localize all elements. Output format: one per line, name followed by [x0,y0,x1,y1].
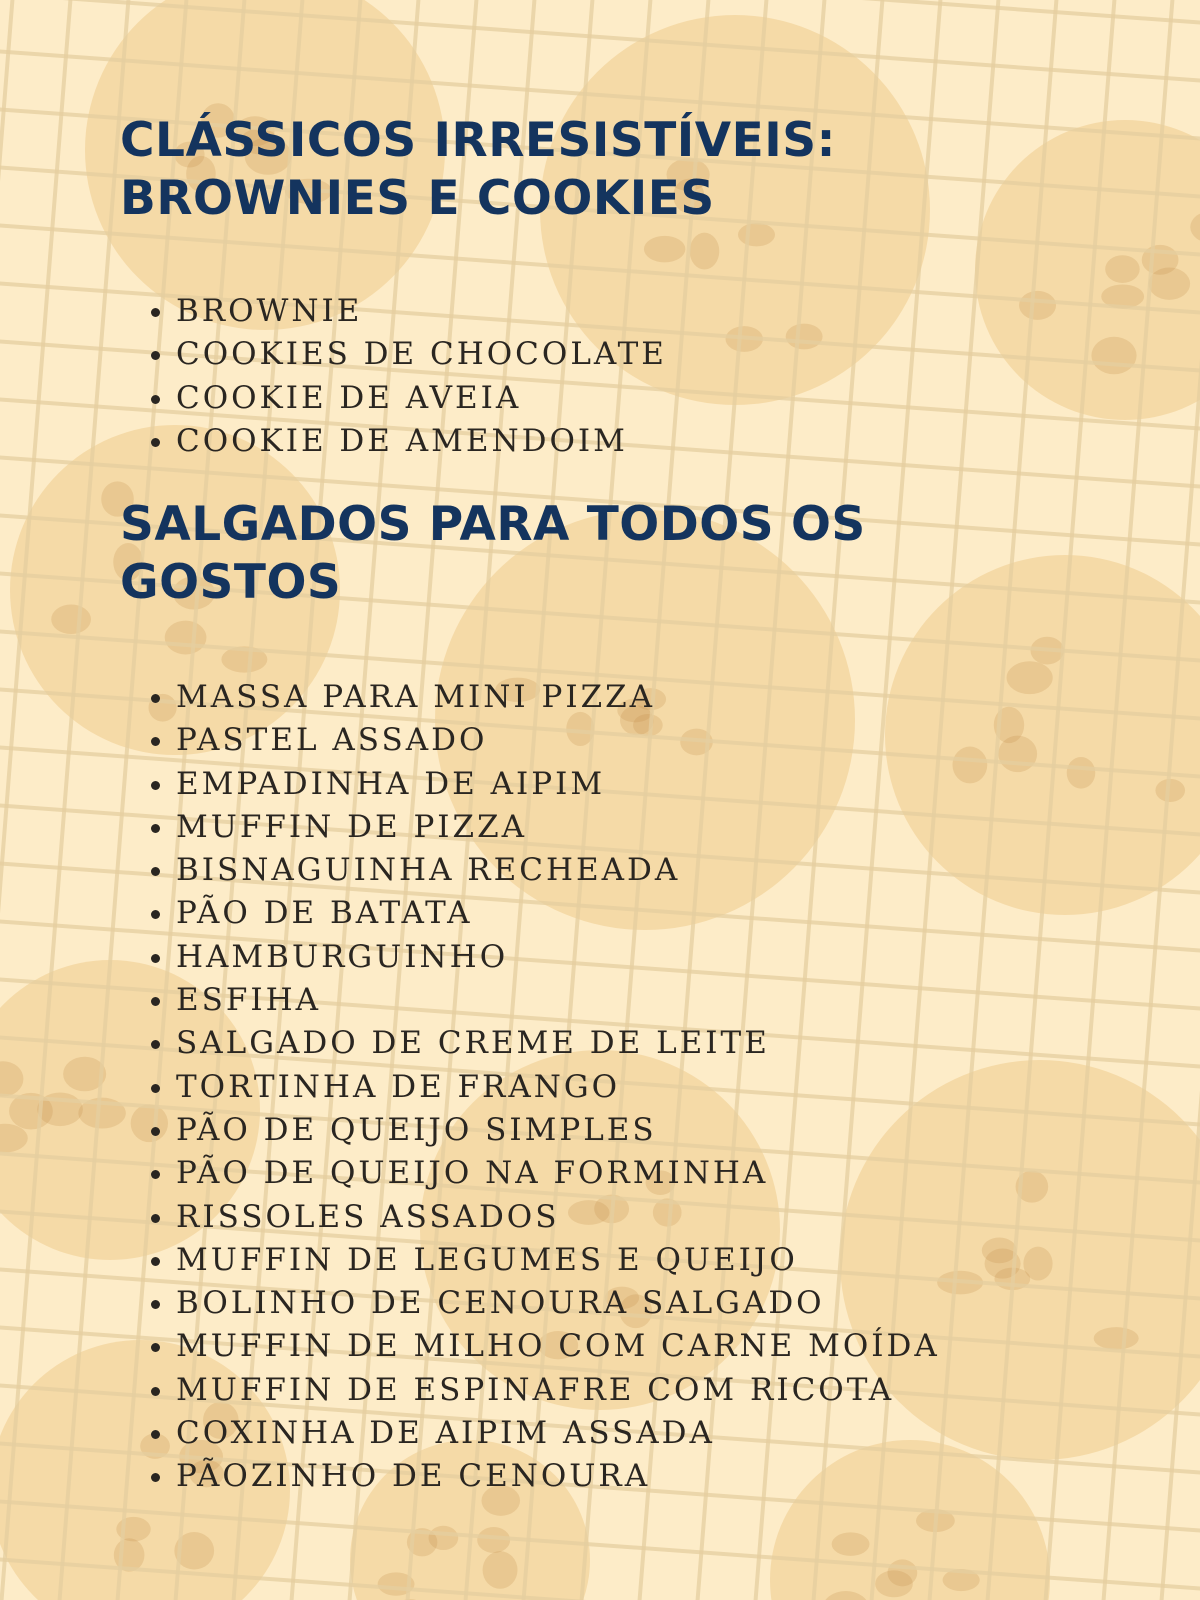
list-item: • PÃO DE QUEIJO SIMPLES [176,1109,940,1152]
list-item: • PÃO DE BATATA [176,892,940,935]
list-item: • MUFFIN DE MILHO COM CARNE MOÍDA [176,1325,940,1368]
list-item: • BISNAGUINHA RECHEADA [176,849,940,892]
list-item: • SALGADO DE CREME DE LEITE [176,1022,940,1065]
list-item: • COXINHA DE AIPIM ASSADA [176,1412,940,1455]
list-item: • PÃO DE QUEIJO NA FORMINHA [176,1152,940,1195]
section-title-classics: CLÁSSICOS IRRESISTÍVEIS: BROWNIES E COOKIES [120,113,836,226]
list-item: • HAMBURGUINHO [176,936,940,979]
list-item: • MUFFIN DE PIZZA [176,806,940,849]
list-item: • MUFFIN DE LEGUMES E QUEIJO [176,1239,940,1282]
list-item: • BOLINHO DE CENOURA SALGADO [176,1282,940,1325]
list-item: • EMPADINHA DE AIPIM [176,763,940,806]
list-item: • RISSOLES ASSADOS [176,1196,940,1239]
savory-item-list [148,676,940,1499]
list-item: • ESFIHA [176,979,940,1022]
list-item: • BROWNIE [176,290,667,333]
list-item: • COOKIES DE CHOCOLATE [176,333,667,376]
list-item: • MASSA PARA MINI PIZZA [176,676,940,719]
list-item: • TORTINHA DE FRANGO [176,1066,940,1109]
list-item: • COOKIE DE AVEIA [176,377,667,420]
list-item: • PASTEL ASSADO [176,719,940,762]
section-title-savory: SALGADOS PARA TODOS OS GOSTOS [120,497,866,610]
classics-item-list [148,290,667,463]
list-item: • MUFFIN DE ESPINAFRE COM RICOTA [176,1369,940,1412]
list-item: • COOKIE DE AMENDOIM [176,420,667,463]
list-item: • PÃOZINHO DE CENOURA [176,1455,940,1498]
